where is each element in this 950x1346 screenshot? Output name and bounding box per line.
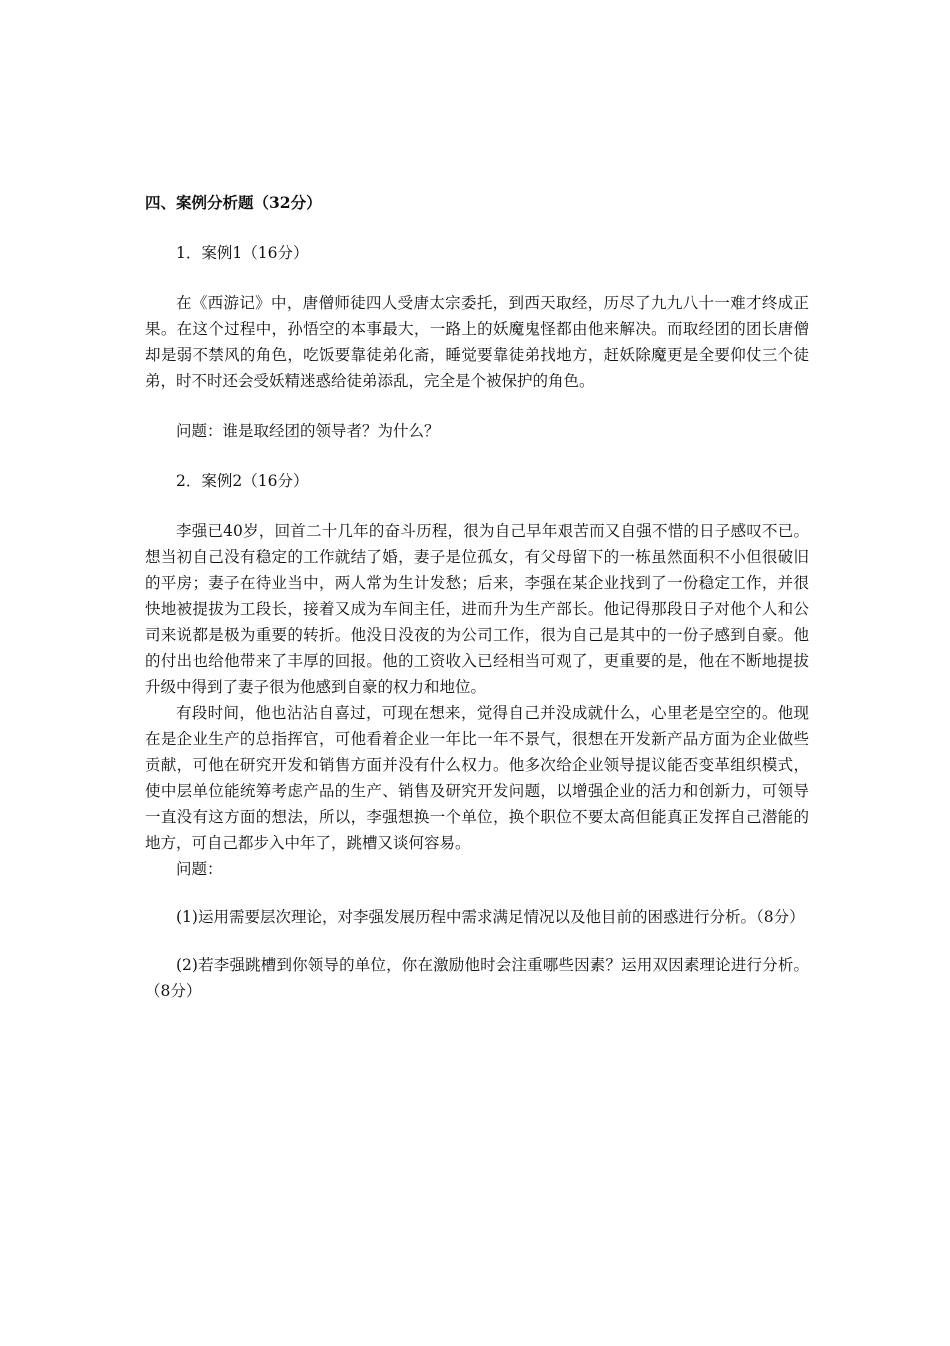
- case1-heading: 1．案例1（16分）: [176, 244, 309, 262]
- section-title: 四、案例分析题（32分）: [145, 193, 322, 212]
- case2-heading: 2．案例2（16分）: [176, 472, 309, 490]
- case1-body: 在《西游记》中，唐僧师徒四人受唐太宗委托，到西天取经，历尽了九九八十一难才终成正果。在这个过程中，孙悟空的本事最大，一路上的妖魔鬼怪都由他来解决。而取经团的团长唐僧却是弱不禁风的角色，吃饭要靠徒弟化斋，睡觉要靠徒弟找地方，赶妖除魔更是全要仰仗三个徒弟，时不时还会受妖精迷惑给徒弟添乱，完全是个被保护的角色。: [145, 294, 809, 390]
- case2-question-label: 问题：: [176, 860, 223, 878]
- case1-question: 问题：谁是取经团的领导者？为什么？: [176, 422, 440, 440]
- case2-question-1: (1)运用需要层次理论，对李强发展历程中需求满足情况以及他目前的困惑进行分析。（8分）: [176, 908, 805, 926]
- exam-content: [145, 190, 809, 1004]
- case2-question-2: (2)若李强跳槽到你领导的单位，你在激励他时会注重哪些因素？运用双因素理论进行分析。（8分）: [145, 956, 809, 1000]
- case2-body-paragraph-2: 有段时间，他也沾沾自喜过，可现在想来，觉得自己并没成就什么，心里老是空空的。他现在是企业生产的总指挥官，可他看着企业一年比一年不景气，很想在开发新产品方面为企业做些贡献，可他在研究开发和销售方面并没有什么权力。他多次给企业领导提议能否变革组织模式，使中层单位能统筹考虑产品的生产、销售及研究开发问题，以增强企业的活力和创新力，可领导一直没有这方面的想法，所以，李强想换一个单位，换个职位不要太高但能真正发挥自己潜能的地方，可自己都步入中年了，跳槽又谈何容易。: [145, 704, 809, 852]
- case2-body-paragraph-1: 李强已40岁，回首二十几年的奋斗历程，很为自己早年艰苦而又自强不惜的日子感叹不已。想当初自己没有稳定的工作就结了婚，妻子是位孤女，有父母留下的一栋虽然面积不小但很破旧的平房；妻子在待业当中，两人常为生计发愁；后来，李强在某企业找到了一份稳定工作，并很快地被提拔为工段长，接着又成为车间主任，进而升为生产部长。他记得那段日子对他个人和公司来说都是极为重要的转折。他没日没夜的为公司工作，很为自己是其中的一份子感到自豪。他的付出也给他带来了丰厚的回报。他的工资收入已经相当可观了，更重要的是，他在不断地提拔升级中得到了妻子很为他感到自豪的权力和地位。: [145, 522, 809, 696]
